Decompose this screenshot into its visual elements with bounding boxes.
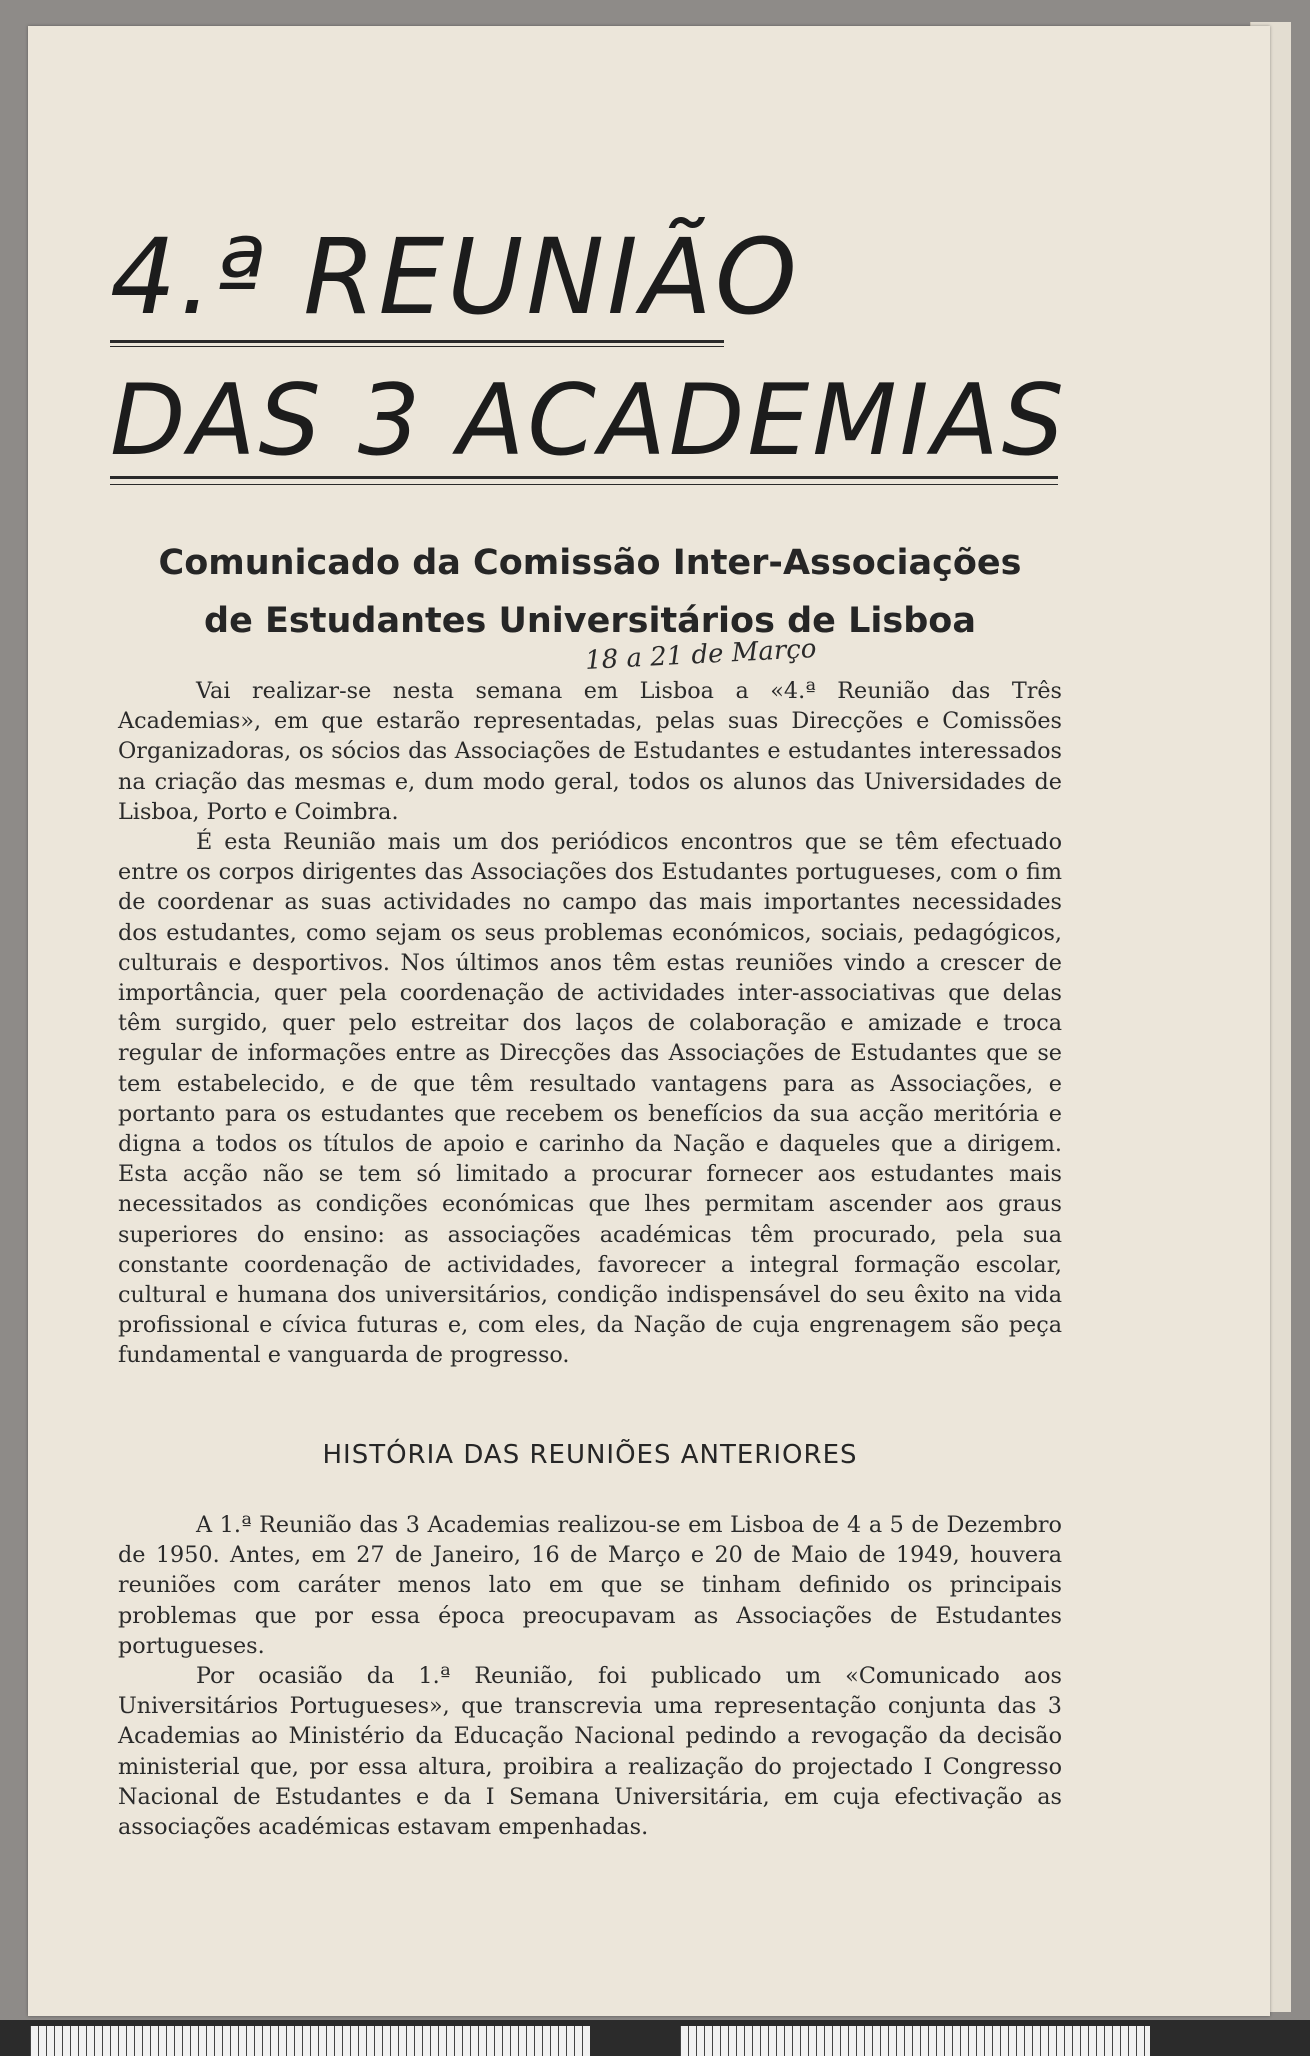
- subtitle-line-1: Comunicado da Comissão Inter-Associações: [158, 543, 1022, 583]
- title-rule-1: [110, 340, 724, 343]
- subtitle-line-2: de Estudantes Universitários de Lisboa: [204, 601, 976, 641]
- handwritten-annotation: 18 a 21 de Março: [584, 633, 818, 677]
- title-line-2: DAS 3 ACADEMIAS: [110, 364, 1067, 478]
- history-paragraph-1: A 1.ª Reunião das 3 Academias realizou-se em Lisboa de 4 a 5 de Dezembro de 1950. Antes, em 27 de Janeiro, 16 de Março e 20 de Maio de 1949, houvera reuniões com caráter menos lato em que se tinham definido os principais problemas que por essa época preocupavam as Associações de Estudantes portugueses.: [118, 1512, 1062, 1659]
- subtitle: [110, 534, 1070, 650]
- title-rule-2b: [110, 484, 1058, 485]
- history-body: [118, 1510, 1062, 1842]
- title-line-1: 4.ª REUNIÃO: [110, 216, 800, 338]
- intro-body: [118, 676, 1062, 1371]
- measurement-ruler-right: [680, 2026, 1150, 2056]
- section-heading: HISTÓRIA DAS REUNIÕES ANTERIORES: [322, 1440, 858, 1470]
- measurement-ruler-left: [30, 2026, 590, 2056]
- history-paragraph-2: Por ocasião da 1.ª Reunião, foi publicado um «Comunicado aos Universitários Portugueses», que transcrevia uma representação conjunta das 3 Academias ao Ministério da Educação Nacional pedindo a revogação da decisão ministerial que, por essa altura, proibira a realização do projectado I Congresso Nacional de Estudantes e da I Semana Universitária, em cuja efectivação as associações académicas estavam empenhadas.: [118, 1663, 1062, 1841]
- title-rule-1b: [110, 346, 724, 347]
- title-rule-2: [110, 476, 1058, 479]
- paragraph-2: É esta Reunião mais um dos periódicos encontros que se têm efectuado entre os corpos dirigentes das Associações dos Estudantes portugueses, com o fim de coordenar as suas actividades no campo das mais importantes necessidades dos estudantes, como sejam os seus problemas económicos, sociais, pedagógicos, culturais e desportivos. Nos últimos anos têm estas reuniões vindo a crescer de importância, quer pela coordenação de actividades inter-associativas que delas têm surgido, quer pelo estreitar dos laços de colaboração e amizade e troca regular de informações entre as Direcções das Associações de Estudantes que se tem estabelecido, e de que têm resultado vantagens para as Associações, e portanto para os estudantes que recebem os benefícios da sua acção meritória e digna a todos os títulos de apoio e carinho da Nação e daqueles que a dirigem. Esta acção não se tem só limitado a procurar fornecer aos estudantes mais necessitados as condições económicas que lhes permitam ascender aos graus superiores do ensino: as associações académicas têm procurado, pela sua constante coordenação de actividades, favorecer a integral formação escolar, cultural e humana dos universitários, condição indispensável do seu êxito na vida profissional e cívica futuras e, com eles, da Nação de cuja engrenagem são peça fundamental e vanguarda de progresso.: [118, 829, 1062, 1369]
- paragraph-1: Vai realizar-se nesta semana em Lisboa a «4.ª Reunião das Três Academias», em que estarão representadas, pelas suas Direcções e Comissões Organizadoras, os sócios das Associações de Estudantes e estudantes interessados na criação das mesmas e, dum modo geral, todos os alunos das Universidades de Lisboa, Porto e Coimbra.: [118, 678, 1062, 825]
